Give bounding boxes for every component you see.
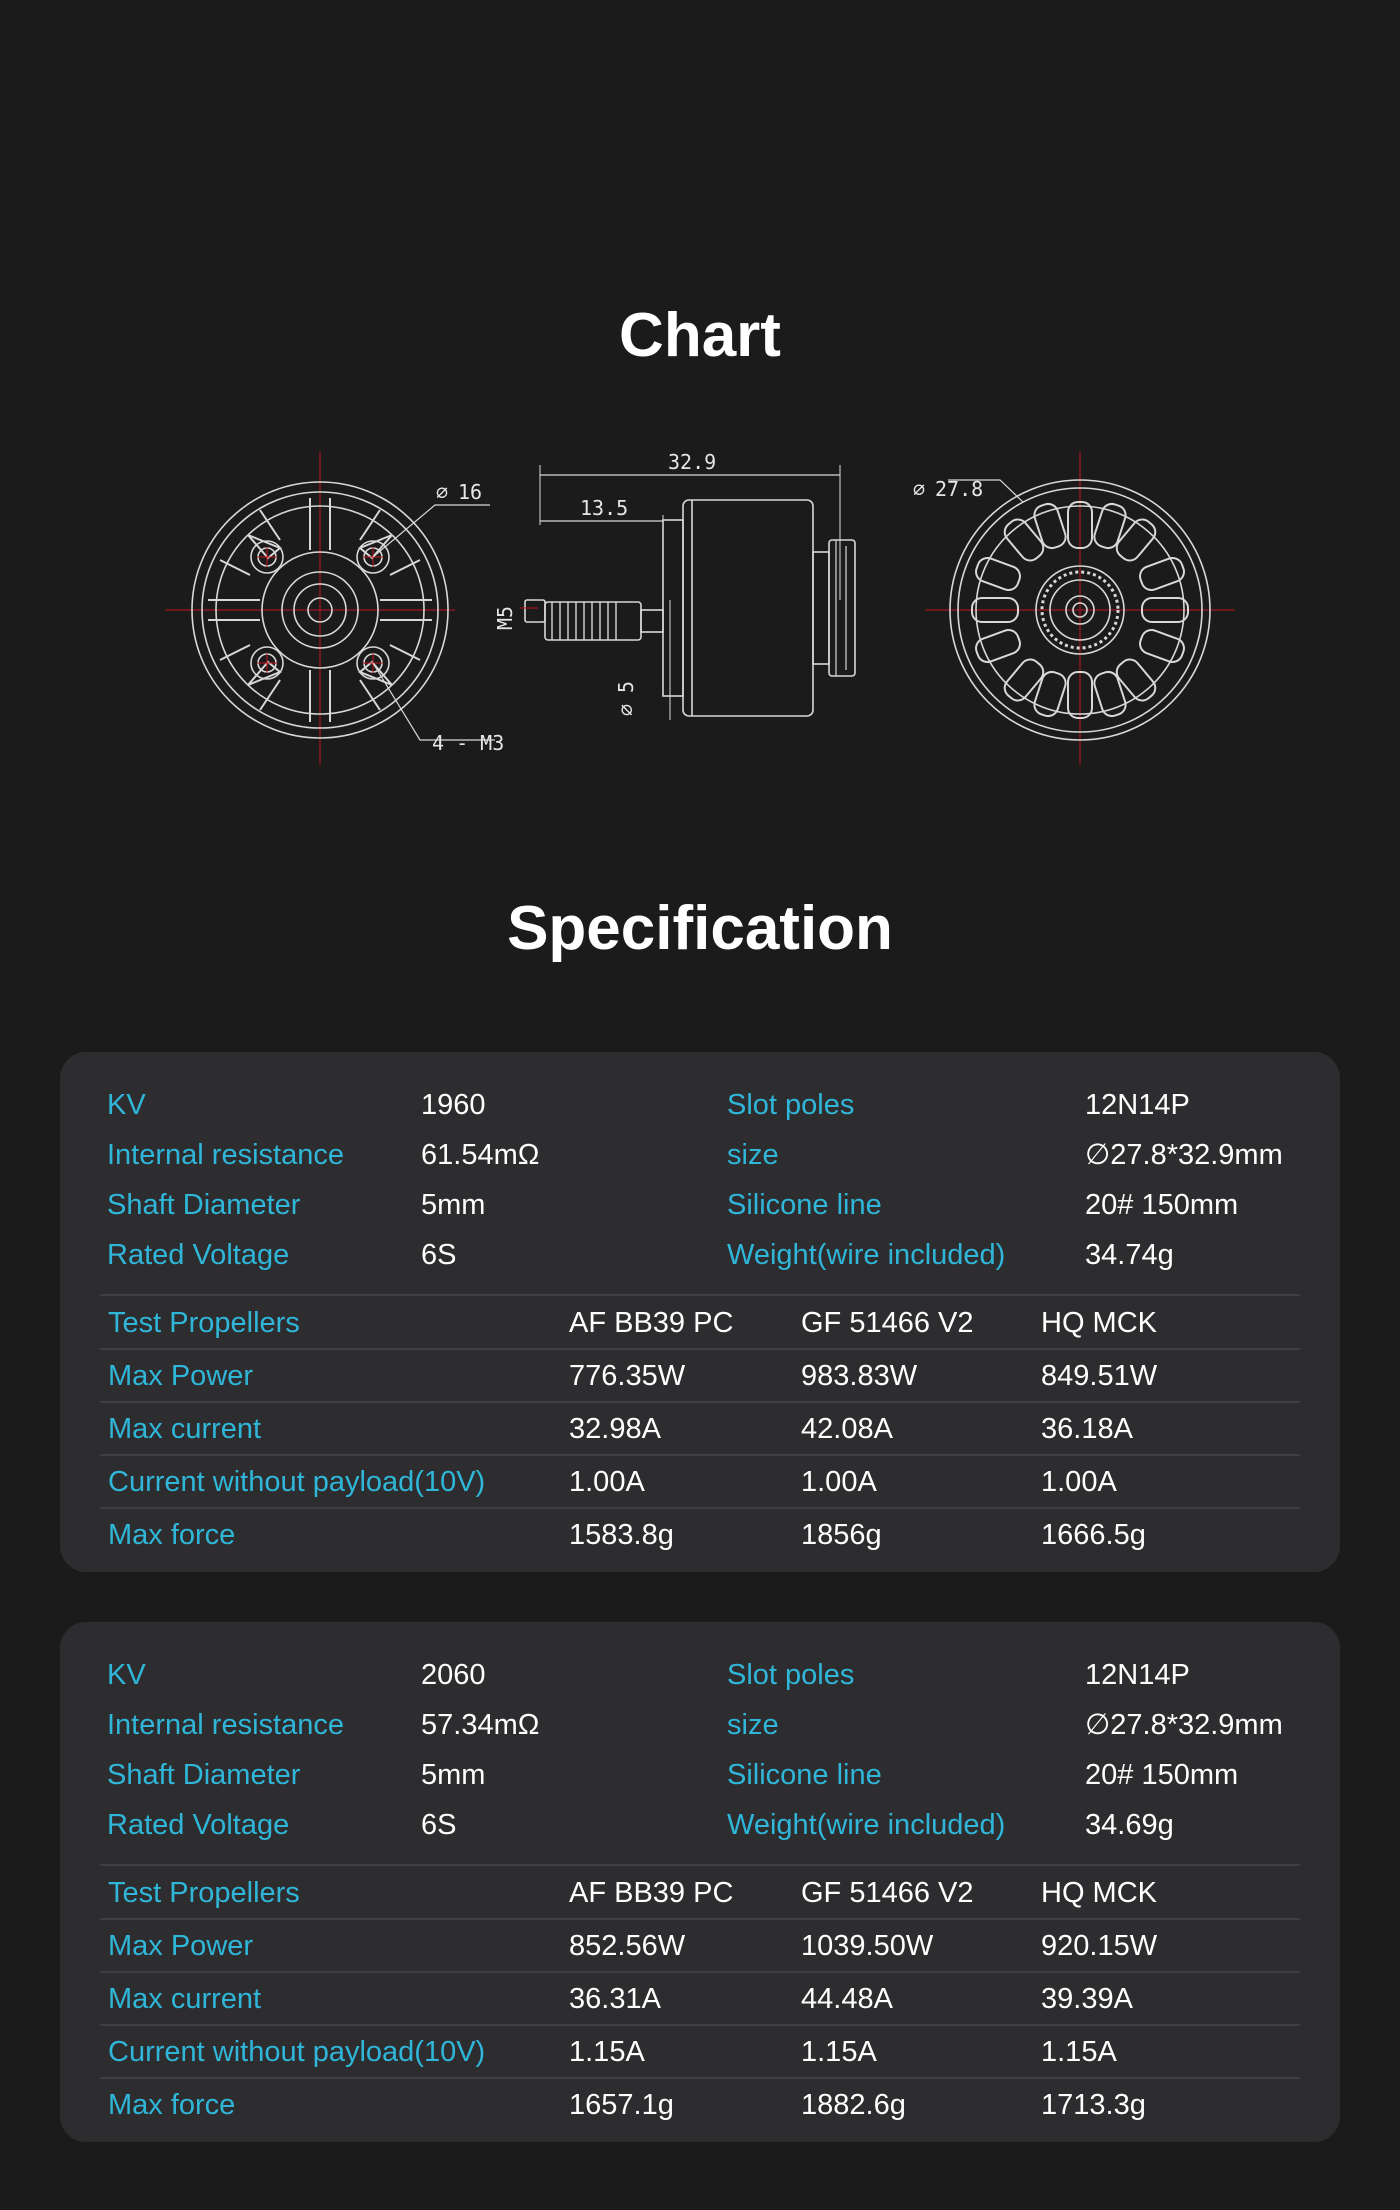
performance-label: Max Power — [108, 1360, 254, 1392]
performance-value: 1713.3g — [1041, 2089, 1146, 2121]
performance-label: Current without payload(10V) — [108, 1466, 486, 1498]
spec-card-1960kv — [60, 1052, 1340, 1572]
performance-value: 36.31A — [569, 1983, 661, 2015]
spec-value: 6S — [421, 1809, 457, 1841]
performance-value: AF BB39 PC — [569, 1877, 734, 1909]
performance-value: 1856g — [801, 1519, 882, 1551]
performance-value: HQ MCK — [1041, 1877, 1157, 1909]
dim-shaft-length: 13.5 — [580, 496, 629, 520]
spec-label: Internal resistance — [107, 1139, 344, 1171]
spec-card-2060kv — [60, 1622, 1340, 2142]
specification-heading: Specification — [507, 894, 893, 963]
spec-label: Silicone line — [727, 1759, 882, 1791]
spec-label: Weight(wire included) — [727, 1809, 1006, 1841]
spec-row — [60, 1800, 1340, 1850]
chart-heading: Chart — [619, 301, 781, 370]
performance-label: Test Propellers — [108, 1307, 300, 1339]
performance-row — [60, 2026, 1340, 2078]
spec-row — [60, 1700, 1340, 1750]
performance-value: 776.35W — [569, 1360, 686, 1392]
spec-label: Silicone line — [727, 1189, 882, 1221]
performance-row — [60, 1509, 1340, 1561]
performance-value: 849.51W — [1041, 1360, 1158, 1392]
spec-value: 12N14P — [1085, 1659, 1190, 1691]
performance-value: 1039.50W — [801, 1930, 934, 1962]
performance-value: 32.98A — [569, 1413, 661, 1445]
performance-value: HQ MCK — [1041, 1307, 1157, 1339]
spec-label: Internal resistance — [107, 1709, 344, 1741]
spec-label: KV — [107, 1089, 146, 1121]
performance-label: Max force — [108, 1519, 236, 1551]
spec-value: 2060 — [421, 1659, 486, 1691]
performance-row — [60, 1456, 1340, 1508]
performance-row — [60, 2079, 1340, 2131]
spec-label: Slot poles — [727, 1659, 855, 1691]
performance-value: 42.08A — [801, 1413, 893, 1445]
performance-value: 852.56W — [569, 1930, 686, 1962]
performance-value: 1666.5g — [1041, 1519, 1146, 1551]
performance-row — [60, 1297, 1340, 1349]
spec-label: Rated Voltage — [107, 1239, 290, 1271]
performance-label: Max current — [108, 1413, 262, 1445]
motor-dimension-drawing — [140, 440, 1260, 780]
spec-row — [60, 1650, 1340, 1700]
spec-label: Weight(wire included) — [727, 1239, 1006, 1271]
spec-row — [60, 1080, 1340, 1130]
dim-shaft-diameter: 5 — [614, 680, 638, 693]
spec-label: Rated Voltage — [107, 1809, 290, 1841]
performance-label: Test Propellers — [108, 1877, 300, 1909]
dim-shaft-diameter-symbol: ∅ — [614, 703, 638, 716]
performance-value: 1.00A — [801, 1466, 877, 1498]
spec-row — [60, 1130, 1340, 1180]
spec-row — [60, 1230, 1340, 1280]
spec-label: size — [727, 1709, 779, 1741]
performance-value: GF 51466 V2 — [801, 1307, 974, 1339]
performance-row — [60, 1867, 1340, 1919]
performance-label: Max Power — [108, 1930, 254, 1962]
dim-shaft-thread: M5 — [493, 605, 517, 630]
spec-label: size — [727, 1139, 779, 1171]
performance-value: 920.15W — [1041, 1930, 1158, 1962]
performance-label: Max force — [108, 2089, 236, 2121]
spec-value: 34.74g — [1085, 1239, 1174, 1271]
dim-stator-diameter: 27.8 — [935, 477, 984, 501]
performance-row — [60, 1973, 1340, 2025]
spec-label: KV — [107, 1659, 146, 1691]
dim-diameter-symbol: ∅ — [436, 480, 449, 504]
spec-row — [60, 1750, 1340, 1800]
spec-value: ∅27.8*32.9mm — [1085, 1709, 1283, 1741]
performance-value: 1882.6g — [801, 2089, 906, 2121]
performance-value: 1.15A — [569, 2036, 645, 2068]
spec-value: ∅27.8*32.9mm — [1085, 1139, 1283, 1171]
performance-value: 1.00A — [1041, 1466, 1117, 1498]
spec-label: Slot poles — [727, 1089, 855, 1121]
performance-label: Current without payload(10V) — [108, 2036, 486, 2068]
performance-value: 1583.8g — [569, 1519, 674, 1551]
spec-value: 6S — [421, 1239, 457, 1271]
spec-value: 1960 — [421, 1089, 486, 1121]
dim-mount-screws: 4 - M3 — [432, 731, 505, 755]
dim-overall-height: 32.9 — [668, 450, 717, 474]
spec-value: 57.34mΩ — [421, 1709, 540, 1741]
spec-value: 20# 150mm — [1085, 1759, 1239, 1791]
spec-label: Shaft Diameter — [107, 1759, 301, 1791]
dim-mount-hole-diameter: 16 — [458, 480, 483, 504]
performance-value: 983.83W — [801, 1360, 918, 1392]
divider — [100, 1294, 1300, 1296]
divider — [100, 1864, 1300, 1866]
performance-value: GF 51466 V2 — [801, 1877, 974, 1909]
performance-row — [60, 1920, 1340, 1972]
performance-value: 1.15A — [801, 2036, 877, 2068]
spec-value: 34.69g — [1085, 1809, 1174, 1841]
performance-row — [60, 1403, 1340, 1455]
spec-value: 20# 150mm — [1085, 1189, 1239, 1221]
dim-stator-diameter-symbol: ∅ — [913, 477, 926, 501]
spec-row — [60, 1180, 1340, 1230]
performance-value: 39.39A — [1041, 1983, 1133, 2015]
performance-value: 1.15A — [1041, 2036, 1117, 2068]
performance-value: 1657.1g — [569, 2089, 674, 2121]
performance-value: 36.18A — [1041, 1413, 1133, 1445]
spec-label: Shaft Diameter — [107, 1189, 301, 1221]
motor-side-view — [520, 465, 855, 720]
performance-value: 44.48A — [801, 1983, 893, 2015]
performance-value: AF BB39 PC — [569, 1307, 734, 1339]
performance-row — [60, 1350, 1340, 1402]
performance-value: 1.00A — [569, 1466, 645, 1498]
spec-value: 61.54mΩ — [421, 1139, 540, 1171]
spec-value: 5mm — [421, 1189, 486, 1221]
spec-value: 5mm — [421, 1759, 486, 1791]
spec-value: 12N14P — [1085, 1089, 1190, 1121]
performance-label: Max current — [108, 1983, 262, 2015]
